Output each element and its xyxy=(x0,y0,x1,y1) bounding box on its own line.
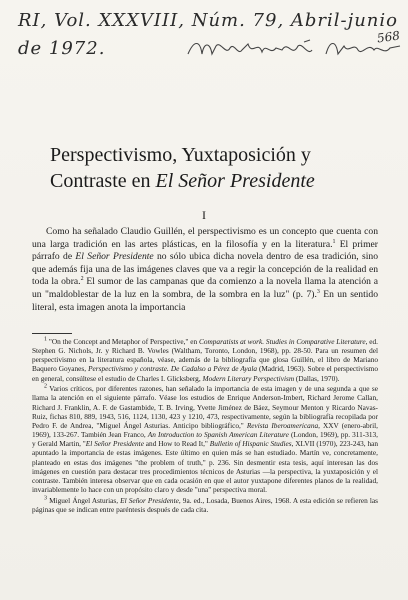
footnote-1: $^1$ "On the Concept and Metaphor of Perspective," en Comparatists at work. Studies in Comparative Literature, ed. Stephen G. Nichols, Jr. y Richard B. Vowles (Waltham, Toronto, London, 1968), pp. 28-50. Para un resumen del perspectivismo en la literatura española, véase, además de la bibliografía que glosa Guillén, el libro de Mariano Baquero Goyanes, Perspectivismo y contraste. De Cadalso a Pérez de Ayala (Madrid, 1963). Sobre el perspectivismo en general, consúltese el estudio de Charles I. Glicksberg, Modern Literary Perspectivism (Dallas, 1970). xyxy=(32,336,379,383)
handwritten-page-number: 568 xyxy=(376,28,401,46)
footnote-ref-3: 3 xyxy=(316,288,320,295)
footnotes xyxy=(32,337,378,515)
footnote-ref-1: 1 xyxy=(332,238,336,245)
paragraph-1: Como ha señalado Claudio Guillén, el perspectivismo es un concepto que cuenta con una larga tradición en las artes plásticas, en la filosofía y en la literatura.$^1$ El primer párrafo de El Señor Presidente no sólo ubica dicha novela dentro de esa tradición, sino que además fija una de las imágenes claves que va a regir la concepción de la realidad en toda la obra.$^2$ El sumor de las campanas que da comienzo a la novela llama la atención a un "maldoblestar de la luz en la sombra, de la sombra en la luz" (p. 7).$^3$ En un sentido literal, esta imagen anota la importancia xyxy=(32,226,379,313)
title-prefix: Contraste en xyxy=(50,170,156,192)
footnote-divider xyxy=(32,333,72,334)
title-line-2 xyxy=(50,168,370,194)
section-number: I xyxy=(202,208,206,222)
footnote-2: $^2$ Varios críticos, por diferentes razones, han señalado la importancia de esta imagen y de una segunda a que se llama la atención en el siguiente párrafo. Véase los estudios de Enrique Anderson-Imbert, Richard Jerome Callan, Richard J. Franklin, A. F. de Gastambide, T. B. Irving, Yvette Jiménez de Báez, Seymour Menton y Ricardo Navas-Ruiz, fichas 810, 889, 1943, 516, 1124, 1130, 423 y 1210, 473, respectivamente, según la bibliografía recopilada por Pedro F. de Andrea, "Miguel Ángel Asturias. Anticipo bibliográfico," Revista Iberoamericana, XXV (enero-abril, 1969), 133-267. También Jean Franco, An Introduction to Spanish American Literature (London, 1969), pp. 311-313, y Gerald Martin, "El Señor Presidente and How to Read It," Bulletin of Hispanic Studies, XLVII (1970), 223-243, han apuntado la importancia de estas imágenes. Este último en quien más se han estudiado. Martín ve, concretamente, planteado en estas dos imágenes "the problem of truth," p. 236. Sin desmentir esta tesis, aquí interesan las dos imágenes en cuestión para destacar tres procedimientos técnicos de Asturias —la perspectiva, la yuxtaposición y el contraste. También interesa observar que en cada ocasión en que el autor yuxtapone diferentes planos de la realidad, invariablemente lo hace con un propósito claro y desde "una" perspectiva moral. xyxy=(32,383,378,494)
article-title xyxy=(50,142,370,194)
title-line-1: Perspectivismo, Yuxtaposición y xyxy=(50,144,311,166)
handwritten-signature xyxy=(186,36,404,60)
title-novel-name: El Señor Presidente xyxy=(155,170,315,192)
handwritten-annotation xyxy=(18,6,400,64)
footnote-3: $^3$ Miguel Ángel Asturias, El Señor Presidente, 9a. ed., Losada, Buenos Aires, 1968. A esta edición se refieren las páginas que se indican entre paréntesis después de cada cita. xyxy=(32,495,378,514)
handwritten-citation: RI, Vol. XXXVIII, Núm. 79, Abril-junio xyxy=(18,10,398,31)
body-paragraph xyxy=(32,226,378,314)
handwritten-year: de 1972. xyxy=(18,38,106,59)
footnote-ref-2: 2 xyxy=(80,276,84,283)
